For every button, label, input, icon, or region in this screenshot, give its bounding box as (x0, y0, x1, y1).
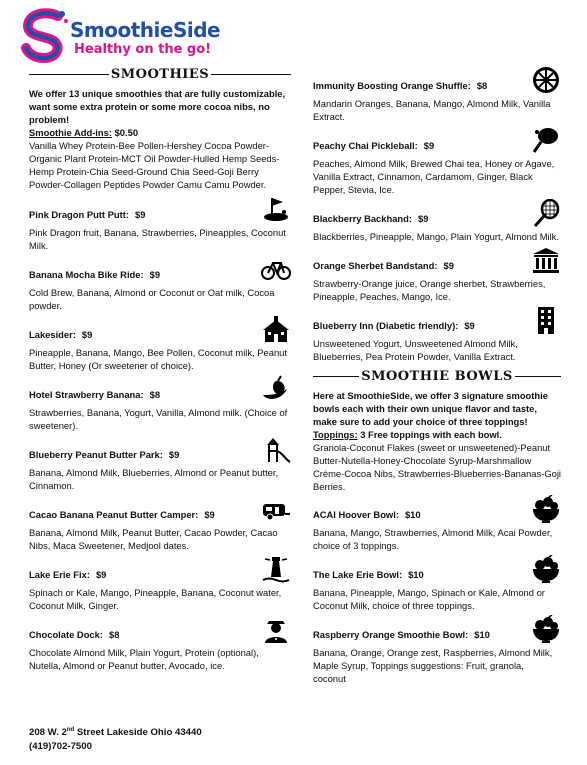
menu-item-header (29, 379, 291, 401)
smoothies-title: SMOOTHIES (110, 67, 210, 82)
addons-price: $0.50 (114, 127, 139, 138)
menu-item-header (313, 203, 561, 225)
address-suffix: nd (66, 727, 75, 733)
menu-item-name: Chocolate Dock: (29, 629, 103, 640)
menu-item-name: Lakesider: (29, 329, 76, 340)
menu-item-description: Banana, Almond Milk, Peanut Butter, Cacao Powder, Cacao Nibs, Maca Sweetener, Medjool dates. (29, 527, 278, 551)
addons-label: Smoothie Add-ins: (29, 127, 112, 138)
menu-item-header (313, 310, 561, 332)
brand-name: SmoothieSide (70, 18, 221, 42)
menu-item-name: Blueberry Peanut Butter Park: (29, 449, 163, 460)
menu-item (29, 439, 291, 492)
logo-mark-icon (18, 8, 74, 68)
menu-item-price: $9 (81, 329, 93, 340)
menu-item-description: Banana, Almond Milk, Blueberries, Almond or Peanut butter, Cinnamon. (29, 467, 279, 491)
divider (211, 74, 291, 75)
menu-item (29, 199, 291, 252)
menu-item (29, 259, 291, 312)
menu-item-description: Banana, Orange, Orange zest, Raspberries, Almond Milk, Maple Syrup, Toppings suggestions: Fruit, granola, coconut (313, 647, 553, 684)
menu-item-price: $8 (149, 389, 161, 400)
menu-item-header (29, 499, 291, 521)
captain-icon (261, 615, 291, 643)
menu-item (29, 619, 291, 672)
menu-item-header (313, 250, 561, 272)
footer (29, 723, 202, 754)
menu-item-description: Pineapple, Banana, Mango, Bee Pollen, Coconut milk, Peanut Butter, Honey (Or sweetener of choice). (29, 347, 287, 371)
menu-item (29, 379, 291, 432)
chapel-icon (261, 315, 291, 343)
menu-item-header (29, 619, 291, 641)
fruit-bowl-icon (531, 495, 561, 523)
menu-item-price: $8 (476, 80, 488, 91)
paddle-icon (531, 126, 561, 154)
toppings-list: Granola-Coconut Flakes (sweet or unsweetened)-Peanut Butter-Nutella-Honey-Chocolate Syrup-Marshmallow Crème-Cocoa Nibs, Strawberries-Blueberries-Bananas-Goji Berries. (313, 442, 562, 492)
menu-item (313, 130, 561, 196)
menu-item-price: $9 (168, 449, 180, 460)
menu-item (29, 559, 291, 612)
menu-item-header (29, 559, 291, 581)
menu-item-header (313, 619, 561, 641)
menu-item-header (313, 499, 561, 521)
phone: (419)702-7500 (29, 741, 92, 753)
divider (29, 74, 109, 75)
golf-icon (261, 195, 291, 223)
toppings-heading (313, 428, 561, 441)
menu-item-description: Cold Brew, Banana, Almond or Coconut or Oat milk, Cocoa powder. (29, 287, 275, 311)
bowl-list (313, 499, 561, 685)
menu-item-name: Lake Erie Fix: (29, 569, 90, 580)
menu-item-name: Blackberry Backhand: (313, 213, 413, 224)
menu-item-description: Banana, Mango, Strawberries, Almond Milk, Acai Powder, choice of 3 toppings. (313, 527, 553, 551)
menu-item (29, 319, 291, 372)
addons-heading (29, 126, 291, 139)
menu-item-price: $10 (474, 629, 490, 640)
menu-item-header (313, 559, 561, 581)
menu-item-name: Orange Sherbet Bandstand: (313, 260, 438, 271)
menu-item-header (29, 199, 291, 221)
menu-item-price: $9 (204, 509, 215, 520)
tennis-racket-icon (531, 199, 561, 227)
fruit-bowl-icon (531, 615, 561, 643)
divider (515, 376, 561, 377)
address-number: 208 W. 2 (29, 727, 67, 739)
menu-item-description: Mandarin Oranges, Banana, Mango, Almond Milk, Vanilla Extract. (313, 98, 551, 122)
menu-item (313, 70, 561, 123)
menu-item-name: Cacao Banana Peanut Butter Camper: (29, 509, 199, 520)
menu-item-price: $9 (149, 269, 161, 280)
toppings-label: Toppings: (313, 429, 358, 440)
menu-item-description: Spinach or Kale, Mango, Pineapple, Banana, Coconut water, Coconut Milk, Ginger. (29, 587, 282, 611)
menu-item-description: Blackberries, Pineapple, Mango, Plain Yogurt, Almond Milk. (313, 231, 559, 242)
left-column (29, 66, 291, 679)
menu-item-description: Unsweetened Yogurt, Unsweetened Almond Milk, Blueberries, Pea Protein Powder, Vanilla Extract. (313, 338, 518, 362)
address (29, 723, 202, 740)
orange-slice-icon (531, 66, 561, 94)
addons-list: Vanilla Whey Protein-Bee Pollen-Hershey Cocoa Powder-Organic Plant Protein-MCT Oil Powder-Hulled Hemp Seeds-Hemp Protein-Chia Seed-Ground Chia Seed-Goji Berry Powder-Collagen Peptides Powder Camu Camu Powder. (29, 140, 280, 190)
smoothies-header (29, 68, 291, 81)
menu-item-description: Peaches, Almond Milk, Brewed Chai tea, Honey or Agave, Vanilla Extract, Cinnamon, Cardamom, Ginger, Black Pepper, Stevia, Ice. (313, 158, 555, 195)
playground-icon (261, 435, 291, 463)
menu-item-price: $9 (464, 320, 475, 331)
menu-item-price: $8 (108, 629, 120, 640)
address-street: Street Lakeside Ohio 43440 (74, 727, 202, 739)
smoothie-list-left (29, 199, 291, 672)
toppings-note: 3 Free toppings with each bowl. (357, 429, 502, 440)
menu-item-name: Hotel Strawberry Banana: (29, 389, 144, 400)
menu-item-header (29, 319, 291, 341)
menu-item-description: Banana, Pineapple, Mango, Spinach or Kale, Almond or Coconut Milk, choice of three toppings. (313, 587, 545, 611)
menu-item-name: Blueberry Inn (Diabetic friendly): (313, 320, 459, 331)
menu-item-price: $10 (404, 509, 421, 520)
bowls-header (313, 370, 561, 383)
menu-item-name: Raspberry Orange Smoothie Bowl: (313, 629, 469, 640)
menu-item-header (29, 439, 291, 461)
lighthouse-icon (261, 555, 291, 583)
menu-item-description: Strawberry-Orange juice, Orange sherbet, Strawberries, Pineapple, Peaches, Mango, Ice. (313, 278, 546, 302)
menu-item-price: $9 (443, 260, 454, 271)
menu-item-price: $9 (423, 140, 435, 151)
brand-tagline: Healthy on the go! (74, 42, 212, 57)
menu-item-name: The Lake Erie Bowl: (313, 569, 403, 580)
right-column (313, 70, 561, 692)
divider (313, 376, 359, 377)
smoothie-list-right (313, 70, 561, 363)
menu-item-description: Chocolate Almond Milk, Plain Yogurt, Protein (optional), Nutella, Almond or Peanut butter, Avocado, ice. (29, 647, 259, 671)
menu-item-name: Banana Mocha Bike Ride: (29, 269, 144, 280)
bowls-title: SMOOTHIE BOWLS (361, 369, 513, 384)
logo (18, 8, 258, 66)
menu-item-name: Immunity Boosting Orange Shuffle: (313, 80, 471, 91)
menu-item-header (29, 259, 291, 281)
bowls-intro: Here at SmoothieSide, we offer 3 signature smoothie bowls each with their own unique flavor and taste, make sure to add your choice of three toppings! (313, 390, 548, 427)
menu-item-name: Pink Dragon Putt Putt: (29, 209, 129, 220)
menu-item (29, 499, 291, 552)
menu-item-header (313, 130, 561, 152)
smoothies-intro: We offer 13 unique smoothies that are fully customizable, want some extra protein or some more cocoa nibs, no problem! (29, 88, 286, 125)
building-icon (531, 306, 561, 334)
menu-item-price: $9 (95, 569, 107, 580)
menu-item (313, 250, 561, 303)
menu-item (313, 499, 561, 552)
bicycle-icon (261, 255, 291, 283)
menu-item-price: $9 (135, 209, 146, 220)
fruit-icon (261, 375, 291, 403)
bandstand-icon (531, 246, 561, 274)
fruit-bowl-icon (531, 555, 561, 583)
camper-icon (261, 495, 291, 523)
menu-item-description: Strawberries, Banana, Yogurt, Vanilla, Almond milk. (Choice of sweetener). (29, 407, 288, 431)
menu-item-header (313, 70, 561, 92)
menu-item-description: Pink Dragon fruit, Banana, Strawberries, Pineapples, Coconut Milk. (29, 227, 286, 251)
menu-item (313, 559, 561, 612)
menu-item-name: Peachy Chai Pickleball: (313, 140, 418, 151)
menu-item-name: ACAI Hoover Bowl: (313, 509, 399, 520)
menu-item (313, 619, 561, 685)
menu-item-price: $9 (418, 213, 429, 224)
menu-item (313, 310, 561, 363)
menu-item (313, 203, 561, 243)
menu-item-price: $10 (408, 569, 424, 580)
